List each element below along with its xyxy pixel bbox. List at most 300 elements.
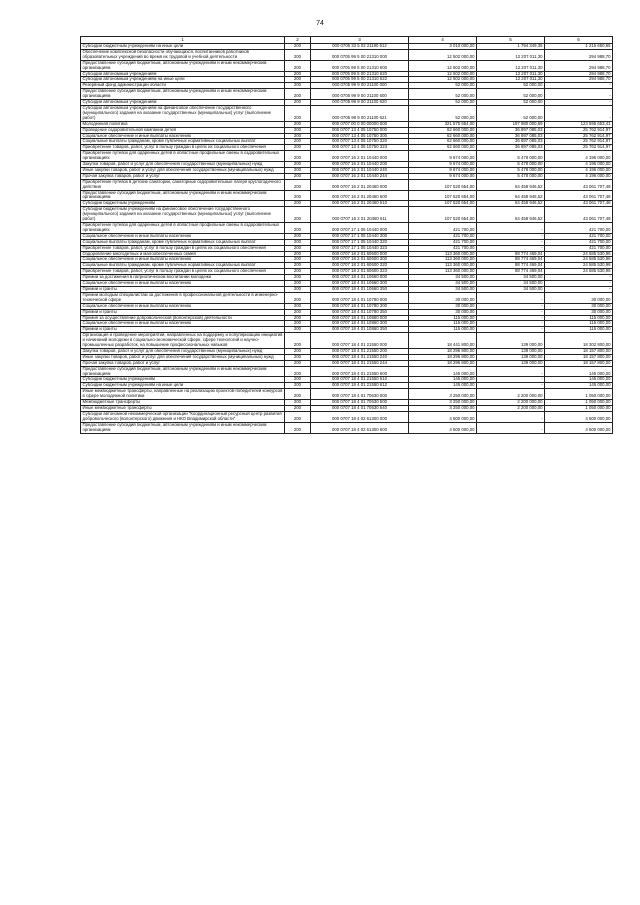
line-code: 200 xyxy=(285,44,311,50)
approved-amount: 145 000,00 xyxy=(409,377,477,383)
line-item-name: Премии за достижения в патриотическом воспитании молодежи xyxy=(81,275,285,281)
budget-classification-code: 000 0707 18 4 02 61300 000 xyxy=(311,411,409,422)
approved-amount: 113 360 000,00 xyxy=(409,251,477,257)
unexecuted-amount: 115 000,00 xyxy=(545,315,613,321)
executed-amount: - xyxy=(477,315,545,321)
budget-classification-code: 000 0707 18 4 01 10860 300 xyxy=(311,321,409,327)
approved-amount: 52 000,00 xyxy=(409,100,477,106)
executed-amount: - xyxy=(477,411,545,422)
approved-amount: 34 500,00 xyxy=(409,286,477,292)
line-item-name: Закупка товаров, работ и услуг для обеспечения государственных (муниципальных) нужд xyxy=(81,162,285,168)
approved-amount: 145 000,00 xyxy=(409,366,477,377)
budget-classification-code: 000 0705 99 5 00 21310 620 xyxy=(311,71,409,77)
approved-amount: 62 660 000,00 xyxy=(409,145,477,151)
executed-amount: 88 774 469,04 xyxy=(477,263,545,269)
approved-amount: 321 575 654,00 xyxy=(409,121,477,127)
executed-amount: - xyxy=(477,223,545,234)
budget-classification-code: 000 0707 18 4 01 21550 610 xyxy=(311,377,409,383)
table-row xyxy=(81,145,613,151)
line-item-name: Субсидии автономным учреждениям на иные цели xyxy=(81,77,285,83)
line-item-name: Социальные выплаты гражданам, кроме публичных нормативных социальных выплат xyxy=(81,263,285,269)
budget-classification-code: 000 0705 99 9 00 21100 621 xyxy=(311,105,409,121)
unexecuted-amount: 24 585 530,96 xyxy=(545,257,613,263)
unexecuted-amount: 25 762 914,97 xyxy=(545,133,613,139)
unexecuted-amount: 294 988,70 xyxy=(545,71,613,77)
approved-amount: 52 000,00 xyxy=(409,105,477,121)
line-code: 200 xyxy=(285,292,311,303)
table-row xyxy=(81,139,613,145)
line-code: 200 xyxy=(285,223,311,234)
executed-amount: 2 200 000,00 xyxy=(477,406,545,412)
budget-classification-code: 000 0707 18 4 01 10780 300 xyxy=(311,303,409,309)
unexecuted-amount: 4 196 000,00 xyxy=(545,162,613,168)
line-code: 200 xyxy=(285,333,311,349)
approved-amount: 107 520 654,00 xyxy=(409,201,477,207)
budget-classification-code: 000 0705 99 5 00 21310 600 xyxy=(311,60,409,71)
table-row xyxy=(81,292,613,303)
budget-classification-code: 000 0705 99 5 00 21310 622 xyxy=(311,77,409,83)
budget-classification-code: 000 0707 16 2 01 20460 611 xyxy=(311,207,409,223)
line-code: 200 xyxy=(285,251,311,257)
line-item-name: Иные закупки товаров, работ и услуг для обеспечения государственных (муниципальных) нужд xyxy=(81,167,285,173)
budget-classification-code: 000 0707 16 2 01 20460 600 xyxy=(311,190,409,201)
column-header: 1 xyxy=(81,37,285,44)
line-item-name: Субсидии автономным учреждениям на финансовое обеспечение государственного (муниципального) задания на оказание государственных (муниципальных) услуг (выполнение работ) xyxy=(81,105,285,121)
line-item-name: Организация и проведение мероприятий, направленных на поддержку и популяризацию инициатив и начинаний молодежи в социально-экономической сфере, сфере технологий и научно-промышленных разработок, на повышение профессиональных навыков xyxy=(81,333,285,349)
budget-classification-code: 000 0707 16 2 01 10440 240 xyxy=(311,167,409,173)
unexecuted-amount: 1 050 000,00 xyxy=(545,406,613,412)
executed-amount: 64 458 946,52 xyxy=(477,201,545,207)
budget-classification-code: 000 0707 18 4 01 10780 350 xyxy=(311,309,409,315)
unexecuted-amount: - xyxy=(545,89,613,100)
approved-amount: 12 502 000,00 xyxy=(409,77,477,83)
line-code: 200 xyxy=(285,389,311,400)
line-code: 200 xyxy=(285,179,311,190)
table-row xyxy=(81,44,613,50)
executed-amount: 139 000,00 xyxy=(477,354,545,360)
budget-classification-code: 000 0707 16 2 01 10440 200 xyxy=(311,162,409,168)
table-row xyxy=(81,179,613,190)
line-code: 200 xyxy=(285,377,311,383)
table-row xyxy=(81,77,613,83)
budget-classification-code: 000 0707 13 4 05 10750 320 xyxy=(311,139,409,145)
approved-amount: 421 700,00 xyxy=(409,245,477,251)
line-code: 200 xyxy=(285,207,311,223)
approved-amount: 18 296 800,00 xyxy=(409,354,477,360)
line-code: 200 xyxy=(285,321,311,327)
budget-classification-code: 000 0705 99 9 00 21100 620 xyxy=(311,100,409,106)
unexecuted-amount: 24 585 530,96 xyxy=(545,251,613,257)
unexecuted-amount: 4 196 000,00 xyxy=(545,151,613,162)
table-row xyxy=(81,83,613,89)
executed-amount: 5 478 000,00 xyxy=(477,173,545,179)
line-code: 200 xyxy=(285,83,311,89)
table-row xyxy=(81,257,613,263)
approved-amount: 30 000,00 xyxy=(409,303,477,309)
budget-classification-code: 000 0705 33 5 02 21190 612 xyxy=(311,44,409,50)
unexecuted-amount: 421 700,00 xyxy=(545,245,613,251)
table-row xyxy=(81,263,613,269)
unexecuted-amount: 4 196 000,00 xyxy=(545,173,613,179)
column-number-row xyxy=(81,37,613,44)
budget-classification-code: 000 0707 18 2 01 60600 320 xyxy=(311,263,409,269)
executed-amount: 88 774 469,04 xyxy=(477,257,545,263)
table-row xyxy=(81,133,613,139)
unexecuted-amount: - xyxy=(545,286,613,292)
line-item-name: Приобретение товаров, работ, услуг в пользу граждан в целях их социального обеспечения xyxy=(81,269,285,275)
line-code: 200 xyxy=(285,49,311,60)
line-item-name: Закупка товаров, работ и услуг для обеспечения государственных (муниципальных) нужд xyxy=(81,348,285,354)
unexecuted-amount: 294 988,70 xyxy=(545,49,613,60)
executed-amount: 36 897 085,03 xyxy=(477,139,545,145)
line-item-name: Субсидии бюджетным учреждениям xyxy=(81,201,285,207)
budget-classification-code: 000 0707 13 4 05 10750 300 xyxy=(311,133,409,139)
table-row xyxy=(81,207,613,223)
unexecuted-amount: 294 988,70 xyxy=(545,77,613,83)
executed-amount: - xyxy=(477,366,545,377)
unexecuted-amount: 30 000,00 xyxy=(545,309,613,315)
unexecuted-amount: 25 762 914,97 xyxy=(545,127,613,133)
approved-amount: 3 250 000,00 xyxy=(409,389,477,400)
approved-amount: 113 360 000,00 xyxy=(409,257,477,263)
budget-classification-code: 000 0707 18 4 01 10860 000 xyxy=(311,315,409,321)
executed-amount: 52 000,00 xyxy=(477,105,545,121)
line-code: 200 xyxy=(285,269,311,275)
approved-amount: 9 674 000,00 xyxy=(409,167,477,173)
approved-amount: 113 360 000,00 xyxy=(409,263,477,269)
line-item-name: Иные закупки товаров, работ и услуг для обеспечения государственных (муниципальных) нужд xyxy=(81,354,285,360)
unexecuted-amount: 4 196 000,00 xyxy=(545,167,613,173)
approved-amount: 62 660 000,00 xyxy=(409,139,477,145)
executed-amount: 197 980 000,59 xyxy=(477,121,545,127)
line-code: 200 xyxy=(285,257,311,263)
budget-classification-code: 000 0707 13 4 05 10750 323 xyxy=(311,145,409,151)
budget-classification-code: 000 0707 18 4 01 21550 240 xyxy=(311,354,409,360)
unexecuted-amount: 30 000,00 xyxy=(545,292,613,303)
line-code: 200 xyxy=(285,233,311,239)
line-item-name: Премии и гранты xyxy=(81,286,285,292)
table-row xyxy=(81,422,613,433)
approved-amount: 4 500 000,00 xyxy=(409,422,477,433)
unexecuted-amount: 1 050 000,00 xyxy=(545,389,613,400)
executed-amount: - xyxy=(477,309,545,315)
budget-classification-code: 000 0705 99 9 00 21100 600 xyxy=(311,89,409,100)
line-item-name: Обеспечение комплексной безопасности обучающихся, воспитанников работников образовательных учреждений во время их трудовой и учебной деятельности xyxy=(81,49,285,60)
table-row xyxy=(81,281,613,287)
approved-amount: 9 674 000,00 xyxy=(409,151,477,162)
line-item-name: Субсидии бюджетным учреждениям на иные цели xyxy=(81,44,285,50)
line-item-name: Проведение оздоровительной кампании детей xyxy=(81,127,285,133)
line-code: 200 xyxy=(285,422,311,433)
table-row xyxy=(81,333,613,349)
budget-classification-code: 000 0707 16 2 01 10440 000 xyxy=(311,151,409,162)
table-row xyxy=(81,348,613,354)
line-item-name: Премии молодым специалистам за достижения в профессиональной деятельности в инженерно-технической сфере xyxy=(81,292,285,303)
line-item-name: Субсидии автономным учреждениям xyxy=(81,71,285,77)
line-item-name: Предоставление субсидий бюджетным, автономным учреждениям и иным некоммерческим организациям xyxy=(81,60,285,71)
budget-classification-code: 000 0707 18 4 01 70630 000 xyxy=(311,389,409,400)
line-item-name: Субсидии автономным учреждениям xyxy=(81,100,285,106)
approved-amount: 12 502 000,00 xyxy=(409,60,477,71)
page-number: 74 xyxy=(316,20,324,27)
executed-amount: 36 897 085,03 xyxy=(477,145,545,151)
executed-amount: 12 207 011,30 xyxy=(477,49,545,60)
column-header: 4 xyxy=(409,37,477,44)
line-item-name: Социальное обеспечение и иные выплаты населению xyxy=(81,233,285,239)
line-code: 200 xyxy=(285,406,311,412)
budget-classification-code: 000 0707 13 4 05 10750 000 xyxy=(311,127,409,133)
executed-amount: 139 000,00 xyxy=(477,333,545,349)
line-code: 200 xyxy=(285,201,311,207)
executed-amount: 64 458 946,52 xyxy=(477,207,545,223)
approved-amount: 9 674 000,00 xyxy=(409,173,477,179)
line-code: 200 xyxy=(285,173,311,179)
executed-amount: - xyxy=(477,303,545,309)
line-code: 200 xyxy=(285,105,311,121)
line-item-name: Предоставление субсидий бюджетным, автономным учреждениям и иным некоммерческим организациям xyxy=(81,366,285,377)
executed-amount: 52 000,00 xyxy=(477,100,545,106)
unexecuted-amount: 421 700,00 xyxy=(545,223,613,234)
approved-amount: 62 660 000,00 xyxy=(409,133,477,139)
approved-amount: 107 520 654,00 xyxy=(409,179,477,190)
approved-amount: 12 502 000,00 xyxy=(409,71,477,77)
executed-amount: 5 478 000,00 xyxy=(477,162,545,168)
approved-amount: 30 000,00 xyxy=(409,309,477,315)
executed-amount: 52 000,00 xyxy=(477,83,545,89)
line-code: 200 xyxy=(285,167,311,173)
unexecuted-amount: 1 050 000,00 xyxy=(545,400,613,406)
line-item-name: Премии и гранты xyxy=(81,327,285,333)
line-code: 200 xyxy=(285,100,311,106)
budget-classification-code: 000 0707 18 2 01 60600 300 xyxy=(311,257,409,263)
approved-amount: 4 500 000,00 xyxy=(409,411,477,422)
approved-amount: 12 502 000,00 xyxy=(409,49,477,60)
executed-amount: 36 897 085,03 xyxy=(477,133,545,139)
line-code: 200 xyxy=(285,133,311,139)
approved-amount: 34 500,00 xyxy=(409,275,477,281)
budget-classification-code: 000 0707 18 4 01 70630 540 xyxy=(311,406,409,412)
unexecuted-amount: 115 000,00 xyxy=(545,327,613,333)
executed-amount: 2 200 000,00 xyxy=(477,389,545,400)
line-code: 200 xyxy=(285,348,311,354)
line-item-name: Социальные выплаты гражданам, кроме публичных нормативных социальных выплат xyxy=(81,139,285,145)
line-item-name: Иные межбюджетные трансферты, направленные на реализацию проектов-победителей конкурсов в сфере молодежной политики xyxy=(81,389,285,400)
approved-amount: 34 500,00 xyxy=(409,281,477,287)
line-item-name: Приобретение путевок для одаренных детей в областные профильные смены в оздоровительных организациях xyxy=(81,223,285,234)
unexecuted-amount: - xyxy=(545,83,613,89)
line-item-name: Приобретение товаров, работ, услуг в пользу граждан в целях их социального обеспечения xyxy=(81,245,285,251)
line-code: 200 xyxy=(285,139,311,145)
line-code: 200 xyxy=(285,127,311,133)
line-code: 200 xyxy=(285,383,311,389)
table-row xyxy=(81,89,613,100)
table-row xyxy=(81,190,613,201)
unexecuted-amount: 115 000,00 xyxy=(545,321,613,327)
table-row xyxy=(81,162,613,168)
unexecuted-amount: 43 061 707,48 xyxy=(545,190,613,201)
line-item-name: Приобретение товаров, работ, услуг в пользу граждан в целях их социального обеспечения xyxy=(81,145,285,151)
budget-table xyxy=(80,36,613,434)
line-item-name: Социальное обеспечение и иные выплаты населению xyxy=(81,257,285,263)
unexecuted-amount: 1 215 650,65 xyxy=(545,44,613,50)
unexecuted-amount: 18 157 800,00 xyxy=(545,360,613,366)
executed-amount: 34 500,00 xyxy=(477,275,545,281)
executed-amount: 12 207 011,30 xyxy=(477,60,545,71)
unexecuted-amount: - xyxy=(545,281,613,287)
line-code: 200 xyxy=(285,360,311,366)
unexecuted-amount: 24 585 530,96 xyxy=(545,269,613,275)
line-code: 200 xyxy=(285,286,311,292)
line-code: 200 xyxy=(285,245,311,251)
line-item-name: Социальное обеспечение и иные выплаты населению xyxy=(81,321,285,327)
budget-classification-code: 000 0707 18 4 01 70630 500 xyxy=(311,400,409,406)
table-row xyxy=(81,389,613,400)
approved-amount: 3 250 000,00 xyxy=(409,406,477,412)
approved-amount: 9 674 000,00 xyxy=(409,162,477,168)
budget-classification-code: 000 0707 18 4 01 21550 600 xyxy=(311,366,409,377)
budget-classification-code: 000 0705 99 9 00 21100 000 xyxy=(311,83,409,89)
line-code: 200 xyxy=(285,281,311,287)
line-code: 200 xyxy=(285,190,311,201)
line-code: 200 xyxy=(285,151,311,162)
executed-amount: 88 774 469,04 xyxy=(477,269,545,275)
budget-classification-code: 000 0705 99 5 00 21310 000 xyxy=(311,49,409,60)
budget-classification-code: 000 0707 17 1 05 10440 323 xyxy=(311,245,409,251)
line-item-name: Приобретение путевок в детские санатории, санаторные оздоровительные лагеря круглогодичного действия xyxy=(81,179,285,190)
column-header: 5 xyxy=(477,37,545,44)
approved-amount: 3 250 000,00 xyxy=(409,400,477,406)
executed-amount: - xyxy=(477,233,545,239)
table-row xyxy=(81,151,613,162)
line-item-name: Резервный фонд администрации области xyxy=(81,83,285,89)
line-code: 200 xyxy=(285,275,311,281)
executed-amount: 88 774 469,04 xyxy=(477,251,545,257)
line-code: 200 xyxy=(285,77,311,83)
line-item-name: Субсидии бюджетным учреждениям на иные цели xyxy=(81,383,285,389)
line-item-name: Иные межбюджетные трансферты xyxy=(81,406,285,412)
line-code: 200 xyxy=(285,239,311,245)
table-row xyxy=(81,366,613,377)
budget-classification-code: 000 0707 17 1 05 10440 000 xyxy=(311,223,409,234)
approved-amount: 52 000,00 xyxy=(409,83,477,89)
unexecuted-amount: - xyxy=(545,275,613,281)
unexecuted-amount: 24 585 530,96 xyxy=(545,263,613,269)
line-code: 200 xyxy=(285,315,311,321)
approved-amount: 30 000,00 xyxy=(409,292,477,303)
line-item-name: Социальные выплаты гражданам, кроме публичных нормативных социальных выплат xyxy=(81,239,285,245)
budget-classification-code: 000 0707 18 4 02 61300 600 xyxy=(311,422,409,433)
table-row xyxy=(81,269,613,275)
line-item-name: Субсидии автономной некоммерческой организации "Координационный ресурсный центр развития добровольческого (волонтерского) движения и НКО Владимирской области" xyxy=(81,411,285,422)
executed-amount: - xyxy=(477,239,545,245)
executed-amount: - xyxy=(477,245,545,251)
table-row xyxy=(81,223,613,234)
line-item-name: Субсидии бюджетным учреждениям xyxy=(81,377,285,383)
executed-amount: 12 207 011,30 xyxy=(477,71,545,77)
table-row xyxy=(81,127,613,133)
line-item-name: Субсидии бюджетным учреждениям на финансовое обеспечение государственного (муниципального) задания на оказание государственных (муниципальных) услуг (выполнение работ) xyxy=(81,207,285,223)
line-item-name: Прочая закупка товаров, работ и услуг xyxy=(81,360,285,366)
approved-amount: 115 000,00 xyxy=(409,321,477,327)
budget-classification-code: 000 0707 18 4 01 21550 612 xyxy=(311,383,409,389)
budget-classification-code: 000 0707 18 4 01 21550 000 xyxy=(311,333,409,349)
line-code: 200 xyxy=(285,162,311,168)
unexecuted-amount: 43 061 707,48 xyxy=(545,201,613,207)
approved-amount: 18 296 800,00 xyxy=(409,360,477,366)
line-code: 200 xyxy=(285,145,311,151)
unexecuted-amount: 18 302 800,00 xyxy=(545,333,613,349)
executed-amount: - xyxy=(477,321,545,327)
unexecuted-amount: 123 595 653,41 xyxy=(545,121,613,127)
line-code: 200 xyxy=(285,400,311,406)
budget-classification-code: 000 0707 18 4 01 21550 200 xyxy=(311,348,409,354)
table-row xyxy=(81,251,613,257)
line-item-name: Социальное обеспечение и иные выплаты населению xyxy=(81,133,285,139)
executed-amount: - xyxy=(477,292,545,303)
line-code: 200 xyxy=(285,327,311,333)
column-header: 2 xyxy=(285,37,311,44)
unexecuted-amount: 421 700,00 xyxy=(545,233,613,239)
budget-classification-code: 000 0707 16 2 01 20460 610 xyxy=(311,201,409,207)
executed-amount: 64 458 946,52 xyxy=(477,179,545,190)
budget-classification-code: 000 0707 00 0 00 00000 000 xyxy=(311,121,409,127)
budget-classification-code: 000 0707 16 2 01 10440 244 xyxy=(311,173,409,179)
line-item-name: Социальное обеспечение и иные выплаты населению xyxy=(81,281,285,287)
approved-amount: 115 000,00 xyxy=(409,315,477,321)
budget-classification-code: 000 0707 18 2 01 60600 000 xyxy=(311,251,409,257)
executed-amount: 34 500,00 xyxy=(477,281,545,287)
executed-amount: 139 000,00 xyxy=(477,360,545,366)
executed-amount: - xyxy=(477,383,545,389)
approved-amount: 421 700,00 xyxy=(409,239,477,245)
approved-amount: 113 360 000,00 xyxy=(409,269,477,275)
budget-classification-code: 000 0707 18 4 01 10660 000 xyxy=(311,275,409,281)
line-code: 200 xyxy=(285,309,311,315)
approved-amount: 107 520 654,00 xyxy=(409,207,477,223)
executed-amount: - xyxy=(477,377,545,383)
executed-amount: 139 000,00 xyxy=(477,348,545,354)
table-row xyxy=(81,275,613,281)
unexecuted-amount: 421 700,00 xyxy=(545,239,613,245)
executed-amount: 5 478 000,00 xyxy=(477,167,545,173)
approved-amount: 115 000,00 xyxy=(409,327,477,333)
executed-amount: 36 897 085,03 xyxy=(477,127,545,133)
approved-amount: 3 010 000,00 xyxy=(409,44,477,50)
line-code: 200 xyxy=(285,71,311,77)
column-header: 3 xyxy=(311,37,409,44)
line-item-name: Предоставление субсидий бюджетным, автономным учреждениям и иным некоммерческим организациям xyxy=(81,190,285,201)
line-item-name: Премии и гранты xyxy=(81,309,285,315)
line-item-name: Предоставление субсидий бюджетным, автономным учреждениям и иным некоммерческим организациям xyxy=(81,422,285,433)
line-item-name: Приобретение путевок для одаренных детей в областные профильные смены в оздоровительных организациях xyxy=(81,151,285,162)
line-item-name: Оздоровление многодетных и малообеспеченных семей xyxy=(81,251,285,257)
unexecuted-amount: 30 000,00 xyxy=(545,303,613,309)
budget-classification-code: 000 0707 18 4 01 21550 244 xyxy=(311,360,409,366)
unexecuted-amount: 43 061 707,48 xyxy=(545,179,613,190)
executed-amount: 34 500,00 xyxy=(477,286,545,292)
executed-amount: 5 478 000,00 xyxy=(477,151,545,162)
budget-classification-code: 000 0707 18 4 01 10860 350 xyxy=(311,327,409,333)
table-row xyxy=(81,49,613,60)
unexecuted-amount: 43 061 707,48 xyxy=(545,207,613,223)
line-code: 200 xyxy=(285,411,311,422)
executed-amount: 1 794 349,35 xyxy=(477,44,545,50)
line-code: 200 xyxy=(285,303,311,309)
executed-amount: - xyxy=(477,327,545,333)
executed-amount: - xyxy=(477,422,545,433)
unexecuted-amount: 25 762 914,97 xyxy=(545,145,613,151)
line-item-name: Молодежная политика xyxy=(81,121,285,127)
